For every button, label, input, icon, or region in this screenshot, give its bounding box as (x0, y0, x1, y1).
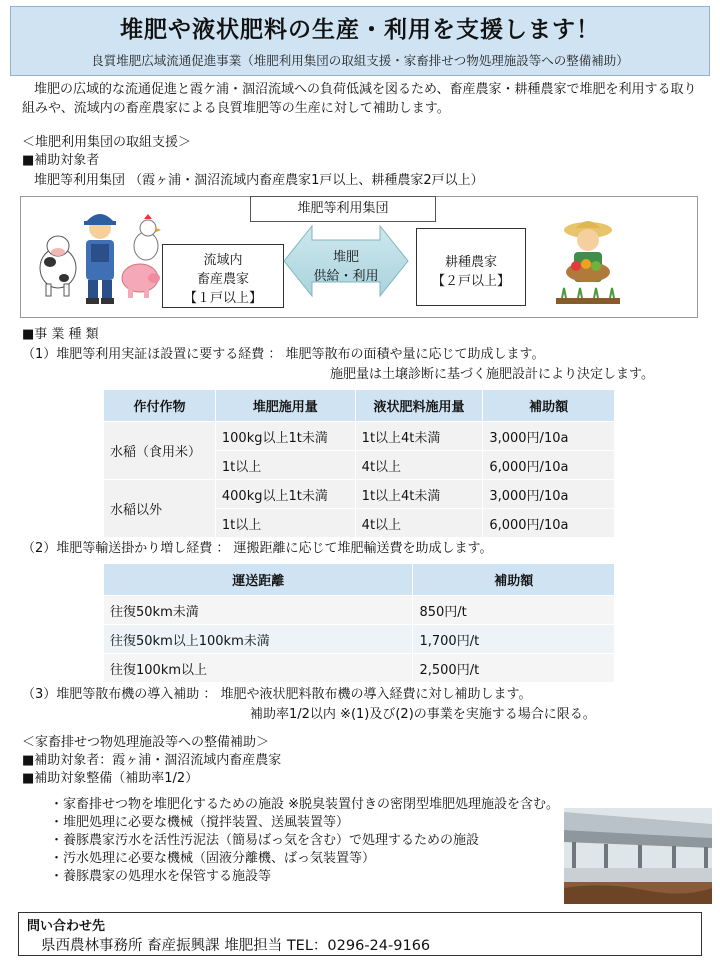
subsidy-table-2 (103, 563, 615, 683)
section2-heading: ＜家畜排せつ物処理施設等への整備補助＞ (22, 735, 270, 750)
section1-target-text: 堆肥等利用集団 （霞ヶ浦・涸沼流域内畜産農家1戸以上、耕種農家2戸以上） (34, 173, 484, 188)
table-cell: 4t以上 (355, 509, 483, 538)
group-label-box: 堆肥等利用集団 (250, 196, 436, 222)
project2-line: （2）堆肥等輸送掛かり増し経費 ： 運搬距離に応じて堆肥輸送費を助成します。 (22, 541, 493, 556)
contact-box (18, 912, 702, 956)
table-cell: 1,700円/t (413, 625, 615, 654)
table1-header: 堆肥施用量 (215, 390, 355, 422)
table-row (104, 422, 615, 451)
project3-line-a: （3）堆肥等散布機の導入補助 ： 堆肥や液状肥料散布機の導入経費に対し補助します。 (22, 687, 532, 702)
section1-heading: ＜堆肥利用集団の取組支援＞ (22, 135, 192, 150)
table-row (104, 596, 615, 625)
table1-header: 液状肥料施用量 (355, 390, 483, 422)
table2-header-row (104, 564, 615, 596)
facility-photo (564, 808, 712, 904)
subsidy-table-1 (103, 389, 615, 538)
intro-paragraph: 堆肥の広域的な流通促進と霞ケ浦・涸沼流域への負荷低減を図るため、畜産農家・耕種農家で堆肥を利用する取り組みや、流域内の畜産農家による良質堆肥等の生産に対して補助します。 (22, 82, 697, 116)
table2-header: 補助額 (413, 564, 615, 596)
table-cell: 6,000円/10a (483, 509, 615, 538)
livestock-farmer-illustration (36, 206, 164, 310)
project1-line-b: 施肥量は土壌診断に基づく施肥設計により決定します。 (330, 367, 654, 382)
header-banner (10, 6, 710, 76)
section2-target: ■補助対象者：霞ヶ浦・涸沼流域内畜産農家 (22, 753, 282, 768)
table-cell: 1t以上 (215, 509, 355, 538)
table-cell: 1t以上 (215, 451, 355, 480)
table-row (104, 480, 615, 509)
list-item: ・堆肥処理に必要な機械（撹拌装置、送風装置等） (50, 815, 350, 830)
livestock-box-line2: 畜産農家 (196, 272, 249, 287)
table-cell: 4t以上 (355, 451, 483, 480)
livestock-box-line3: 【１戸以上】 (183, 291, 262, 306)
table-cell: 往復100km以上 (104, 654, 413, 683)
table-cell: 400kg以上1t未満 (215, 480, 355, 509)
table-cell: 往復50km未満 (104, 596, 413, 625)
table-cell: 1t以上4t未満 (355, 480, 483, 509)
crop-cell: 水稲（食用米） (104, 422, 216, 480)
list-item: ・養豚農家の処理水を保管する施設等 (50, 869, 272, 884)
table-cell: 往復50km以上100km未満 (104, 625, 413, 654)
table1-header: 補助額 (483, 390, 615, 422)
arrow-label-line1: 堆肥 (332, 250, 359, 265)
table-cell: 850円/t (413, 596, 615, 625)
contact-heading: 問い合わせ先 (27, 919, 106, 934)
table1-header: 作付作物 (104, 390, 216, 422)
livestock-farmer-box (162, 244, 284, 308)
projects-heading: ■事 業 種 類 (22, 327, 99, 342)
livestock-box-line1: 流域内 (203, 253, 243, 268)
table1-header-row (104, 390, 615, 422)
crop-cell: 水稲以外 (104, 480, 216, 538)
table-cell: 100kg以上1t未満 (215, 422, 355, 451)
list-item: ・養豚農家汚水を活性汚泥法（簡易ばっ気を含む）で処理するための施設 (50, 833, 480, 848)
crop-farmer-illustration (550, 212, 626, 312)
crop-box-line2: 【２戸以上】 (431, 274, 510, 289)
table-cell: 3,000円/10a (483, 480, 615, 509)
table-row (104, 625, 615, 654)
project1-line-a: （1）堆肥等利用実証ほ設置に要する経費 ： 堆肥等散布の面積や量に応じて助成します。 (22, 347, 545, 362)
list-item: ・汚水処理に必要な機械（固液分離機、ばっ気装置等） (50, 851, 376, 866)
table2-header: 運送距離 (104, 564, 413, 596)
table-row (104, 654, 615, 683)
section1-target-label: ■補助対象者 (22, 153, 100, 168)
table-cell: 3,000円/10a (483, 422, 615, 451)
contact-body: 県西農林事務所 畜産振興課 堆肥担当 TEL：0296-24-9166 (41, 938, 431, 954)
table-cell: 1t以上4t未満 (355, 422, 483, 451)
project3-line-b: 補助率1/2以内 ※(1)及び(2)の事業を実施する場合に限る。 (250, 707, 596, 722)
page-title: 堆肥や液状肥料の生産・利用を支援します！ (120, 17, 600, 43)
arrow-label (282, 248, 410, 286)
table-cell: 2,500円/t (413, 654, 615, 683)
page-subtitle: 良質堆肥広域流通促進事業（堆肥利用集団の取組支援・家畜排せつ物処理施設等への整備補助） (91, 53, 629, 68)
arrow-label-line2: 供給・利用 (313, 269, 379, 284)
table-cell: 6,000円/10a (483, 451, 615, 480)
equipment-list (50, 796, 559, 886)
crop-farmer-box (416, 228, 526, 306)
section2-equipment: ■補助対象整備（補助率1/2） (22, 771, 199, 786)
list-item: ・家畜排せつ物を堆肥化するための施設 ※脱臭装置付きの密閉型堆肥処理施設を含む。 (50, 797, 560, 812)
crop-box-line1: 耕種農家 (444, 255, 497, 270)
